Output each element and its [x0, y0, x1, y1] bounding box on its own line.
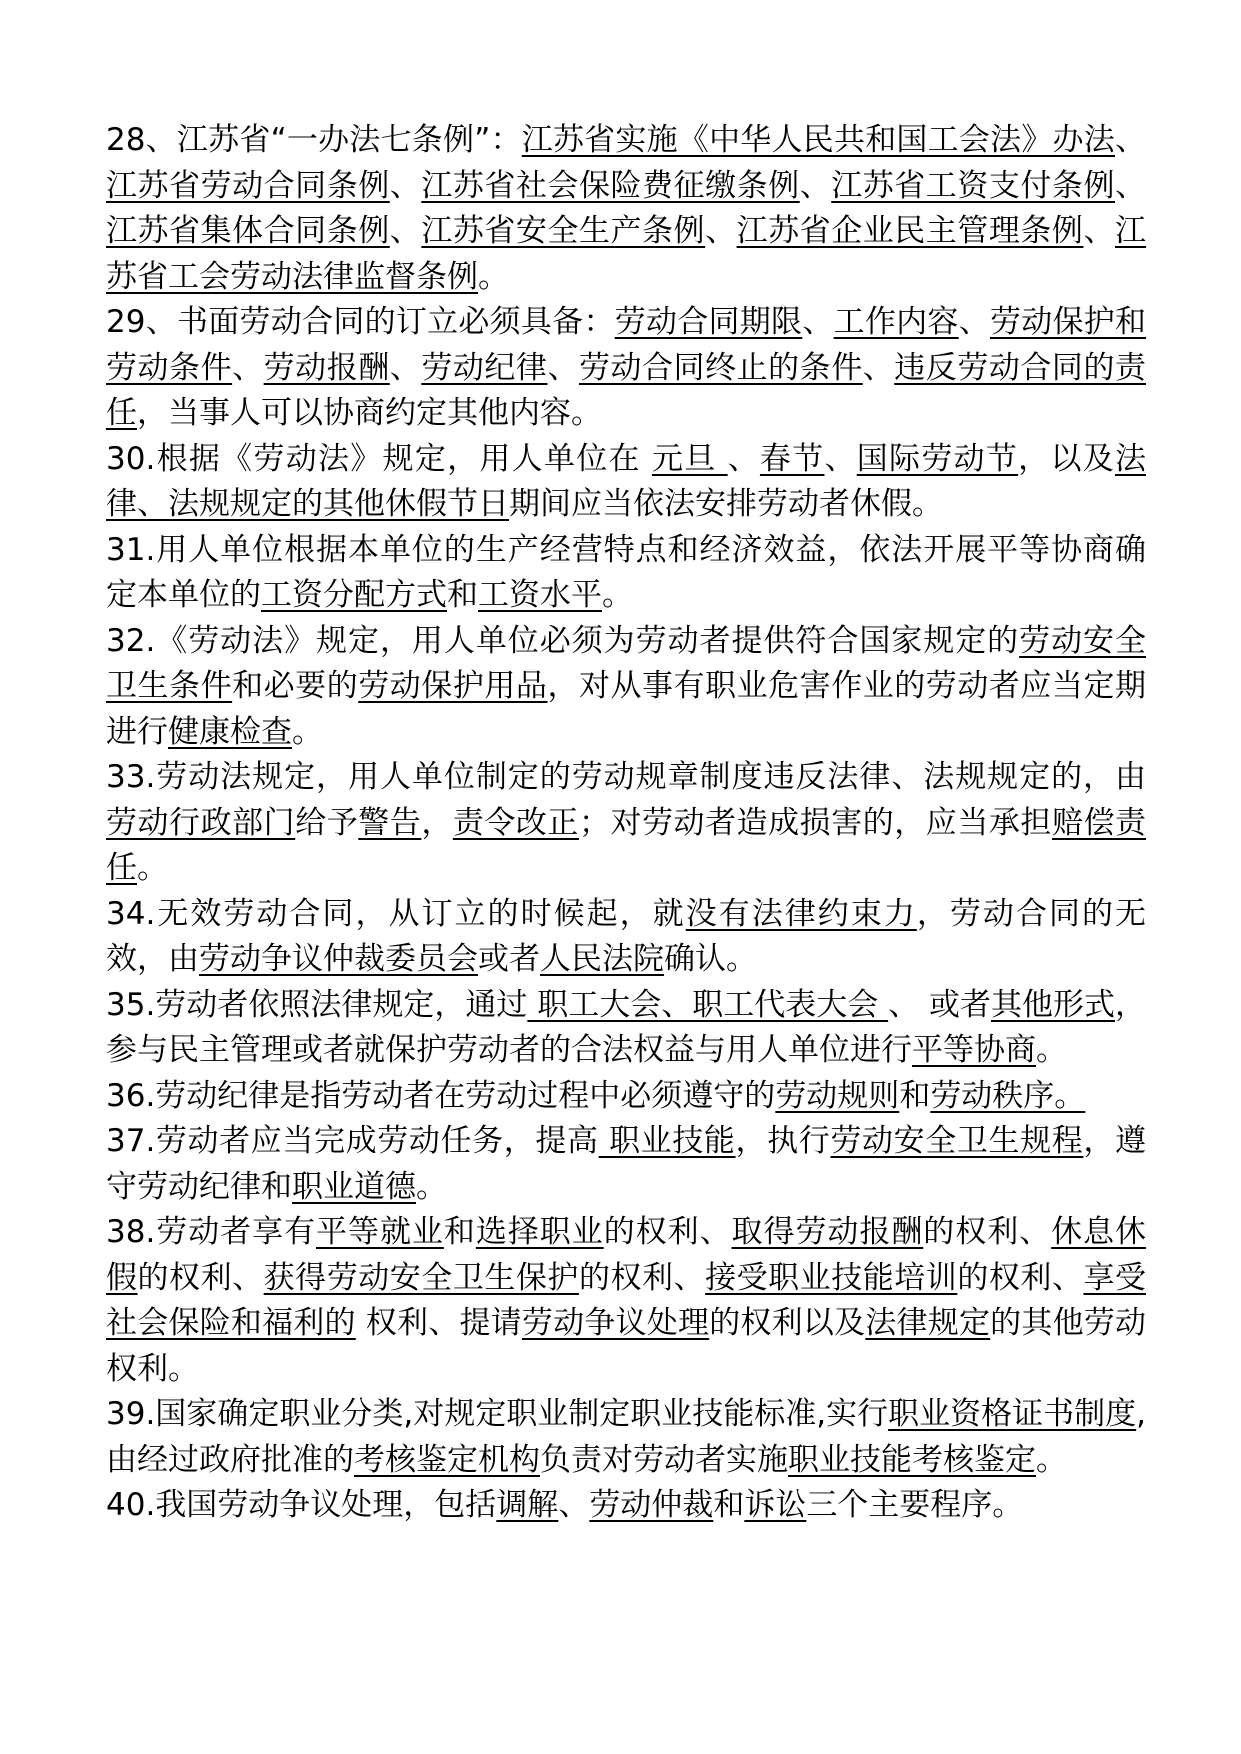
answer-blank: 劳动保护用品: [358, 668, 548, 704]
answer-blank: 劳动保护和劳动条件: [106, 304, 1147, 386]
question-text: 28、江苏省“一办法七条例”：: [106, 122, 522, 158]
question-text: 31.用人单位根据本单位的生产经营特点和经济效益，依法开展平等协商确定本单位的: [106, 531, 1146, 613]
question-text: 、: [862, 349, 895, 386]
question-text: 的权利、: [578, 1259, 706, 1296]
question-text: 权利、提请: [355, 1305, 522, 1341]
question-item: [106, 892, 1146, 983]
question-item: [106, 755, 1146, 892]
answer-blank: 江苏省社会保险费征缴条例: [421, 167, 800, 204]
answer-blank: 劳动安全卫生规程: [830, 1123, 1084, 1159]
question-item: [106, 1392, 1146, 1483]
question-text: 或者: [478, 941, 540, 977]
question-text: 、: [389, 349, 422, 386]
answer-blank: 江苏省实施《中华人民共和国工会法》办法: [521, 122, 1115, 158]
question-text: 40.我国劳动争议处理，包括: [106, 1487, 497, 1523]
question-text: 、: [389, 213, 422, 249]
question-text: 29、书面劳动合同的订立必须具备：: [106, 304, 615, 340]
answer-blank: 劳动规则: [775, 1077, 900, 1114]
question-text: 、: [547, 349, 579, 386]
question-text: 和: [713, 1487, 745, 1523]
answer-blank: 职业技能考核鉴定: [788, 1441, 1036, 1478]
answer-blank: 劳动纪律: [421, 349, 548, 386]
answer-blank: 健康检查: [168, 713, 292, 750]
answer-blank: 其他形式: [990, 986, 1115, 1023]
answer-blank: 考核鉴定机构: [354, 1441, 540, 1478]
answer-blank: 劳动争议处理: [521, 1305, 710, 1341]
question-text: 、: [705, 213, 737, 249]
answer-blank: 江苏省企业民主管理条例: [736, 213, 1084, 249]
question-item: [106, 619, 1146, 756]
question-text: 的权利、: [957, 1259, 1084, 1296]
question-text: 期间应当依法安排劳动者休假。: [509, 486, 943, 522]
answer-blank: 违反劳动合同的责任: [106, 349, 1146, 431]
question-text: 、: [1083, 213, 1115, 249]
answer-blank: 职工大会、职工代表大会: [527, 986, 889, 1023]
question-text: 。: [478, 258, 509, 295]
question-text: ，对从事有职业危害作业的劳动者应当定期进行: [106, 668, 1146, 750]
question-text: 和: [447, 577, 478, 613]
question-text: 三个主要程序。: [806, 1487, 1024, 1523]
answer-blank: 平等就业: [316, 1214, 444, 1250]
question-item: [106, 118, 1146, 300]
answer-blank: 工资分配方式: [261, 577, 447, 613]
question-text: 。: [602, 577, 633, 613]
question-text: 、: [799, 167, 832, 204]
question-item: [106, 1119, 1146, 1210]
question-text: 39.国家确定职业分类,对规定职业制定职业技能标准,实行: [106, 1396, 889, 1432]
question-text: 33.劳动法规定，用人单位制定的劳动规章制度违反法律、法规规定的，由: [106, 759, 1146, 795]
question-text: 。: [292, 713, 323, 750]
question-item: [106, 528, 1146, 619]
answer-blank: 休息休假: [106, 1214, 1147, 1296]
answer-blank: 职业资格证书制度: [888, 1396, 1137, 1432]
question-item: [106, 983, 1146, 1074]
answer-blank: 江苏省劳动合同条例: [106, 167, 390, 204]
answer-blank: 接受职业技能培训: [705, 1259, 958, 1296]
question-text: 的权利、: [603, 1214, 732, 1250]
answer-blank: 劳动报酬: [263, 349, 390, 386]
answer-blank: 平等协商: [912, 1032, 1036, 1068]
answer-blank: 职业道德: [292, 1168, 416, 1205]
question-text: 和: [443, 1214, 476, 1250]
question-item: [106, 437, 1146, 528]
question-text: 负责对劳动者实施: [540, 1441, 788, 1478]
answer-blank: 元旦: [651, 440, 728, 477]
answer-blank: 国际劳动节: [856, 440, 1019, 477]
question-item: [106, 300, 1146, 437]
question-item: [106, 1210, 1146, 1392]
question-text: 、 或者: [888, 986, 991, 1023]
question-text: 、: [389, 167, 422, 204]
question-text: ，执行: [735, 1123, 831, 1159]
question-text: ；对劳动者造成损害的，应当承担: [578, 804, 1052, 841]
question-text: 。: [416, 1168, 447, 1205]
question-list: [106, 118, 1146, 1529]
question-text: 确认。: [664, 941, 757, 977]
answer-blank: 责令改正: [452, 804, 579, 841]
answer-blank: 劳动秩序。: [930, 1077, 1086, 1114]
question-text: 、: [802, 304, 834, 340]
question-item: [106, 1483, 1146, 1529]
answer-blank: 取得劳动报酬: [731, 1214, 924, 1250]
answer-blank: 江苏省安全生产条例: [421, 213, 706, 249]
answer-blank: 劳动争议仲裁委员会: [199, 941, 478, 977]
answer-blank: 江苏省集体合同条例: [106, 213, 390, 249]
answer-blank: 劳动安全卫生条件: [106, 622, 1146, 704]
question-text: 的权利、: [137, 1259, 264, 1296]
answer-blank: 劳动仲裁: [589, 1487, 714, 1523]
question-text: 。: [137, 850, 168, 886]
answer-blank: 劳动合同终止的条件: [578, 349, 863, 386]
answer-blank: 调解: [496, 1487, 559, 1523]
question-text: 的权利以及: [709, 1305, 866, 1341]
question-text: 、: [1115, 122, 1146, 158]
answer-blank: 人民法院: [540, 941, 664, 977]
question-text: 。: [1036, 1032, 1067, 1068]
answer-blank: 劳动合同期限: [614, 304, 803, 340]
question-text: ，以及: [1018, 440, 1116, 477]
question-text: 、: [558, 1487, 590, 1523]
question-text: 、: [824, 440, 857, 477]
question-text: ，遵守劳动纪律和: [106, 1123, 1146, 1205]
question-text: 和必要的: [232, 668, 359, 704]
answer-blank: 法律、法规规定的其他休假节日: [106, 440, 1147, 522]
question-text: ，: [421, 804, 453, 841]
question-text: ,由经过政府批准的: [106, 1396, 1146, 1478]
answer-blank: 警告: [358, 804, 422, 841]
question-text: ，当事人可以协商约定其他内容。: [137, 395, 602, 431]
question-item: [106, 1074, 1146, 1120]
question-text: 36.劳动纪律是指劳动者在劳动过程中必须遵守的: [106, 1077, 776, 1114]
answer-blank: 获得劳动安全卫生保护: [263, 1259, 579, 1296]
question-text: 。: [1036, 1441, 1067, 1478]
question-text: ，参与民主管理或者就保护劳动者的合法权益与用人单位进行: [106, 986, 1146, 1068]
answer-blank: 工作内容: [833, 304, 959, 340]
answer-blank: 春节: [759, 440, 825, 477]
question-text: 35.劳动者依照法律规定，通过: [106, 986, 528, 1023]
question-text: 、: [727, 440, 760, 477]
answer-blank: 选择职业: [475, 1214, 604, 1250]
answer-blank: 江苏省工资支付条例: [831, 167, 1115, 204]
question-text: 的权利、: [923, 1214, 1052, 1250]
question-text: 、: [232, 349, 264, 386]
question-text: 30.根据《劳动法》规定，用人单位在: [106, 440, 652, 477]
answer-blank: 江苏省工会劳动法律监督条例: [106, 213, 1146, 295]
answer-blank: 职业技能: [598, 1123, 736, 1159]
question-text: ，劳动合同的无效，由: [106, 895, 1147, 977]
question-text: 、: [1115, 167, 1146, 204]
answer-blank: 劳动行政部门: [106, 804, 296, 841]
question-text: 的其他劳动权利。: [106, 1305, 1147, 1387]
answer-blank: 没有法律约束力: [685, 895, 917, 932]
answer-blank: 法律规定: [865, 1305, 991, 1341]
question-text: 和: [899, 1077, 931, 1114]
answer-blank: 享受社会保险和福利的: [106, 1259, 1146, 1341]
question-text: 37.劳动者应当完成劳动任务，提高: [106, 1123, 599, 1159]
question-text: 给予: [295, 804, 359, 841]
answer-blank: 工资水平: [478, 577, 602, 613]
question-text: 38.劳动者享有: [106, 1214, 317, 1250]
answer-blank: 赔偿责任: [106, 804, 1146, 886]
question-text: 34.无效劳动合同，从订立的时候起，就: [106, 895, 686, 932]
answer-blank: 诉讼: [744, 1487, 807, 1523]
question-text: 、: [958, 304, 990, 340]
question-text: 32.《劳动法》规定，用人单位必须为劳动者提供符合国家规定的: [106, 622, 1020, 659]
